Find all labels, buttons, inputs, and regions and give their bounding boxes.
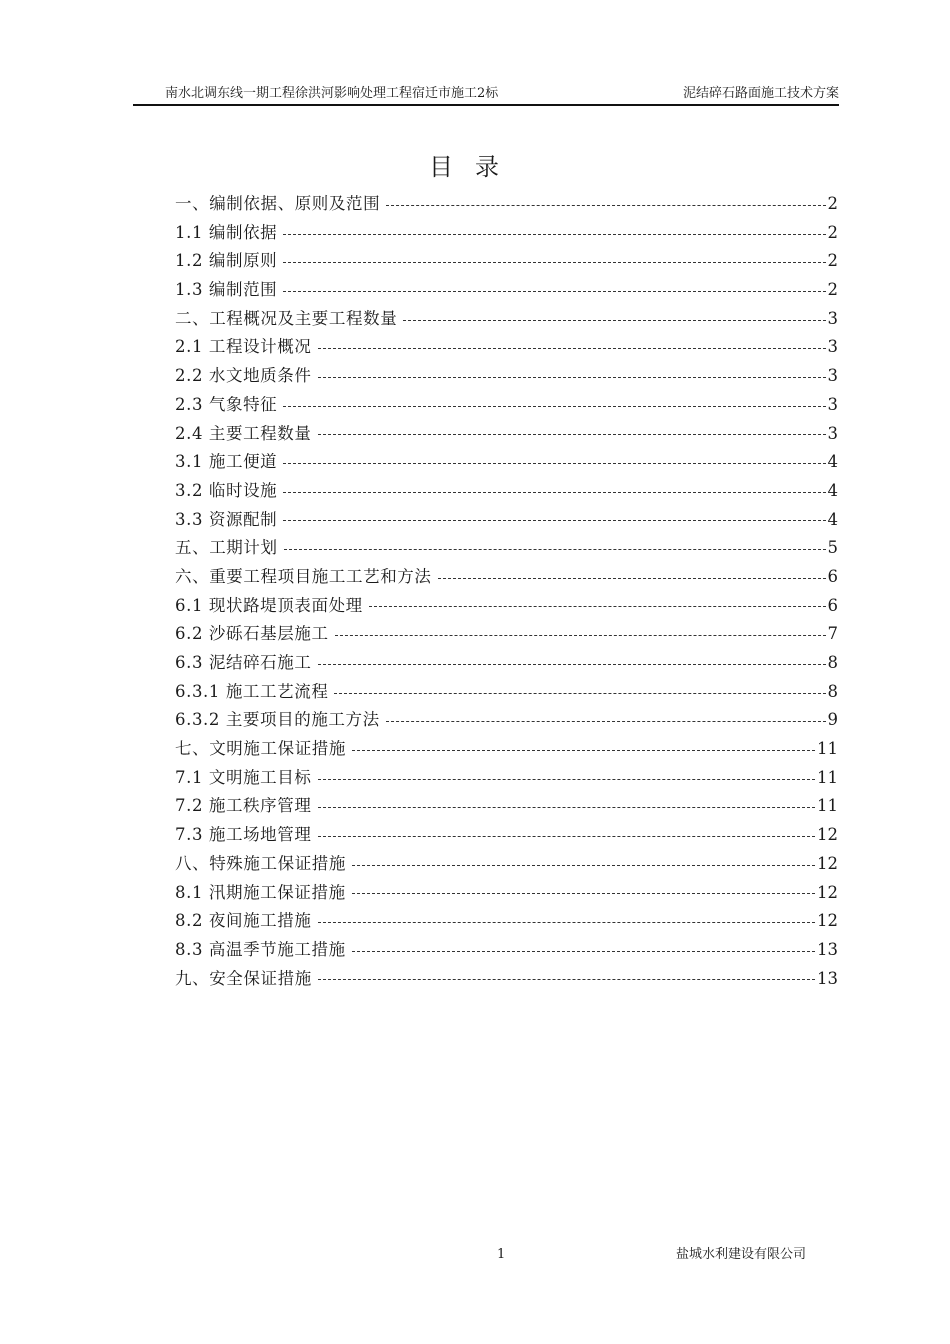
toc-dash-leader: [318, 377, 826, 378]
toc-entry[interactable]: [175, 821, 838, 850]
toc-entry-label: 8.1 汛期施工保证措施: [175, 882, 346, 902]
toc-entry[interactable]: [175, 219, 838, 248]
toc-dash-leader: [386, 721, 826, 722]
toc-dash-leader: [284, 549, 826, 550]
toc-entry-label: 2.1 工程设计概况: [175, 337, 312, 357]
toc-entry-page-number: 2: [827, 280, 838, 300]
toc-dash-leader: [334, 693, 825, 694]
toc-entry[interactable]: [175, 678, 838, 707]
toc-dash-leader: [318, 836, 816, 837]
toc-entry[interactable]: [175, 563, 838, 592]
toc-dash-leader: [386, 205, 825, 206]
toc-dash-leader: [283, 262, 825, 263]
header-document-title: 泥结碎石路面施工技术方案: [682, 86, 839, 101]
toc-dash-leader: [335, 635, 826, 636]
toc-dash-leader: [369, 606, 826, 607]
toc-dash-leader: [318, 979, 815, 980]
toc-entry-page-number: 12: [817, 825, 838, 845]
toc-entry[interactable]: [175, 305, 838, 334]
toc-entry-page-number: 2: [827, 251, 838, 271]
toc-entry-page-number: 12: [817, 882, 838, 902]
toc-entry-label: 七、文明施工保证措施: [175, 739, 346, 759]
toc-entry-label: 6.1 现状路堤顶表面处理: [175, 595, 363, 615]
toc-entry-label: 1.3 编制范围: [175, 280, 278, 300]
toc-entry-label: 六、重要工程项目施工工艺和方法: [175, 566, 432, 586]
toc-entry-page-number: 7: [827, 624, 838, 644]
toc-entry-label: 7.2 施工秩序管理: [175, 796, 312, 816]
toc-entry-label: 2.2 水文地质条件: [175, 366, 312, 386]
toc-entry-label: 7.1 文明施工目标: [175, 767, 312, 787]
toc-entry[interactable]: [175, 764, 838, 793]
toc-entry-label: 6.3 泥结碎石施工: [175, 653, 312, 672]
footer-company-name: 盐城水利建设有限公司: [676, 1247, 807, 1262]
toc-dash-leader: [318, 922, 816, 923]
toc-dash-leader: [283, 234, 825, 235]
header-divider: [133, 104, 839, 106]
toc-entry-page-number: 12: [817, 911, 838, 931]
toc-entry-page-number: 8: [827, 681, 838, 701]
toc-entry-page-number: 3: [827, 337, 838, 357]
toc-entry-label: 3.3 资源配制: [175, 509, 278, 529]
toc-entry-page-number: 3: [827, 308, 838, 328]
toc-entry-page-number: 3: [827, 394, 838, 414]
table-of-contents: [175, 190, 838, 993]
toc-entry[interactable]: [175, 534, 838, 563]
toc-entry[interactable]: [175, 247, 838, 276]
toc-dash-leader: [352, 750, 815, 751]
toc-entry-page-number: 3: [827, 423, 838, 443]
toc-entry-label: 八、特殊施工保证措施: [175, 853, 346, 873]
toc-entry[interactable]: [175, 792, 838, 821]
toc-entry[interactable]: [175, 190, 838, 219]
toc-entry-page-number: 4: [827, 509, 838, 529]
toc-dash-leader: [283, 520, 825, 521]
page-header: [133, 84, 839, 104]
toc-entry[interactable]: [175, 649, 838, 678]
toc-entry[interactable]: [175, 936, 838, 965]
toc-entry[interactable]: [175, 592, 838, 621]
toc-entry-label: 五、工期计划: [175, 538, 278, 558]
toc-entry[interactable]: [175, 276, 838, 305]
toc-entry[interactable]: [175, 850, 838, 879]
toc-entry-page-number: 12: [817, 853, 838, 873]
toc-dash-leader: [318, 779, 816, 780]
toc-dash-leader: [283, 291, 825, 292]
toc-entry[interactable]: [175, 420, 838, 449]
footer-page-number: 1: [497, 1247, 506, 1262]
toc-dash-leader: [283, 463, 825, 464]
toc-title: 目录: [429, 153, 521, 181]
toc-entry-label: 一、编制依据、原则及范围: [175, 194, 381, 213]
toc-entry-label: 1.1 编制依据: [175, 222, 278, 242]
toc-entry[interactable]: [175, 333, 838, 362]
toc-entry-label: 8.3 高温季节施工措施: [175, 939, 346, 959]
toc-dash-leader: [352, 865, 815, 866]
toc-entry[interactable]: [175, 391, 838, 420]
toc-entry-label: 2.3 气象特征: [175, 394, 278, 414]
toc-entry-label: 7.3 施工场地管理: [175, 825, 312, 845]
toc-entry[interactable]: [175, 907, 838, 936]
toc-entry-label: 1.2 编制原则: [175, 251, 278, 271]
toc-entry-label: 九、安全保证措施: [175, 968, 312, 988]
toc-entry-page-number: 3: [827, 366, 838, 386]
toc-entry-label: 8.2 夜间施工措施: [175, 911, 312, 931]
toc-dash-leader: [438, 578, 826, 579]
toc-entry-page-number: 13: [817, 968, 838, 988]
toc-dash-leader: [318, 434, 826, 435]
toc-entry[interactable]: [175, 477, 838, 506]
toc-entry-page-number: 2: [827, 222, 838, 242]
toc-entry-page-number: 8: [827, 653, 838, 672]
toc-entry-page-number: 11: [817, 739, 838, 759]
toc-dash-leader: [403, 320, 825, 321]
toc-entry-page-number: 11: [817, 767, 838, 787]
toc-entry[interactable]: [175, 620, 838, 649]
header-project-name: 南水北调东线一期工程徐洪河影响处理工程宿迁市施工2标: [165, 86, 499, 101]
toc-entry[interactable]: [175, 706, 838, 735]
toc-dash-leader: [352, 893, 815, 894]
toc-entry[interactable]: [175, 362, 838, 391]
toc-entry-page-number: 13: [817, 939, 838, 959]
toc-entry-page-number: 4: [827, 452, 838, 472]
page-footer: [0, 1245, 950, 1265]
toc-dash-leader: [318, 348, 826, 349]
toc-dash-leader: [318, 664, 826, 665]
toc-entry-label: 2.4 主要工程数量: [175, 423, 312, 443]
toc-dash-leader: [352, 951, 815, 952]
toc-entry-label: 6.3.1 施工工艺流程: [175, 681, 329, 701]
toc-entry-page-number: 4: [827, 480, 838, 500]
toc-entry-label: 6.3.2 主要项目的施工方法: [175, 710, 380, 730]
toc-entry-label: 二、工程概况及主要工程数量: [175, 308, 398, 328]
toc-entry[interactable]: [175, 506, 838, 535]
toc-dash-leader: [318, 807, 816, 808]
toc-entry-label: 3.2 临时设施: [175, 480, 278, 500]
toc-entry[interactable]: [175, 965, 838, 994]
toc-entry-page-number: 6: [827, 595, 838, 615]
toc-entry-page-number: 5: [827, 538, 838, 558]
toc-entry[interactable]: [175, 448, 838, 477]
toc-entry-label: 6.2 沙砾石基层施工: [175, 624, 329, 644]
toc-entry-page-number: 9: [827, 710, 838, 730]
toc-entry-page-number: 11: [817, 796, 838, 816]
toc-dash-leader: [283, 492, 825, 493]
toc-dash-leader: [283, 406, 825, 407]
toc-entry-label: 3.1 施工便道: [175, 452, 278, 472]
toc-entry-page-number: 6: [827, 566, 838, 586]
toc-entry[interactable]: [175, 879, 838, 908]
toc-entry-page-number: 2: [827, 194, 838, 213]
toc-entry[interactable]: [175, 735, 838, 764]
